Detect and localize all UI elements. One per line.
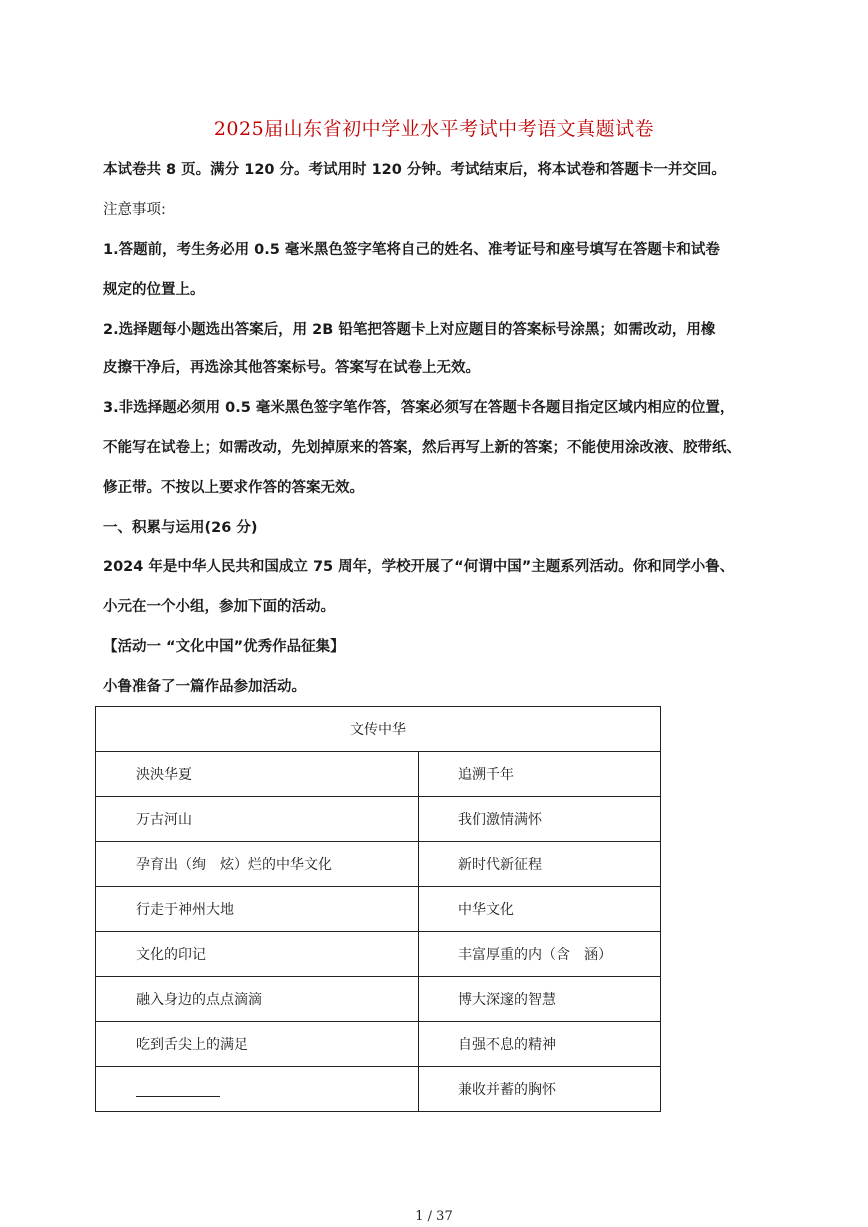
notice-3-line-2: 不能写在试卷上；如需改动，先划掉原来的答案，然后再写上新的答案；不能使用涂改液、胶带纸、 xyxy=(103,440,741,456)
table-row xyxy=(96,1022,661,1067)
table-row xyxy=(96,932,661,977)
page-title: 2025届山东省初中学业水平考试中考语文真题试卷 xyxy=(213,118,655,140)
poem-line-right: 新时代新征程 xyxy=(419,842,661,887)
notice-2-line-2: 皮擦干净后，再选涂其他答案标号。答案写在试卷上无效。 xyxy=(103,360,480,376)
poem-line-left: 行走于神州大地 xyxy=(96,887,419,932)
poem-line-left: 文化的印记 xyxy=(96,932,419,977)
notice-1-line-1: 1.答题前，考生务必用 0.5 毫米黑色签字笔将自己的姓名、准考证号和座号填写在答题卡和试卷 xyxy=(103,242,720,258)
poem-table-header-row xyxy=(96,707,661,752)
poem-blank-cell xyxy=(96,1067,419,1112)
poem-line-right: 丰富厚重的内（含 涵） xyxy=(419,932,661,977)
poem-line-left: 万古河山 xyxy=(96,797,419,842)
context-line-1: 2024 年是中华人民共和国成立 75 周年，学校开展了“何谓中国”主题系列活动。你和同学小鲁、 xyxy=(103,559,735,575)
page-number: 1 / 37 xyxy=(415,1209,453,1224)
table-row xyxy=(96,1067,661,1112)
notice-heading: 注意事项: xyxy=(103,202,166,218)
notice-3-line-1: 3.非选择题必须用 0.5 毫米黑色签字笔作答，答案必须写在答题卡各题目指定区域内相应的位置， xyxy=(103,400,735,416)
poem-title: 文传中华 xyxy=(96,707,661,752)
poem-line-right: 自强不息的精神 xyxy=(419,1022,661,1067)
table-row xyxy=(96,842,661,887)
activity-1-description: 小鲁准备了一篇作品参加活动。 xyxy=(103,679,306,695)
notice-3-line-3: 修正带。不按以上要求作答的答案无效。 xyxy=(103,480,364,496)
table-row xyxy=(96,887,661,932)
activity-1-heading: 【活动一 “文化中国”优秀作品征集】 xyxy=(103,639,345,655)
context-line-2: 小元在一个小组，参加下面的活动。 xyxy=(103,599,335,615)
table-row xyxy=(96,797,661,842)
exam-intro: 本试卷共 8 页。满分 120 分。考试用时 120 分钟。考试结束后，将本试卷和答题卡一并交回。 xyxy=(103,162,726,178)
poem-line-left: 泱泱华夏 xyxy=(96,752,419,797)
poem-line-right: 我们激情满怀 xyxy=(419,797,661,842)
fill-in-blank-line xyxy=(136,1082,220,1097)
poem-line-left: 孕育出（绚 炫）烂的中华文化 xyxy=(96,842,419,887)
poem-line-left: 融入身边的点点滴滴 xyxy=(96,977,419,1022)
section-heading-1: 一、积累与运用(26 分) xyxy=(103,520,258,536)
poem-line-right: 兼收并蓄的胸怀 xyxy=(419,1067,661,1112)
poem-line-left: 吃到舌尖上的满足 xyxy=(96,1022,419,1067)
poem-table xyxy=(95,706,661,1112)
table-row xyxy=(96,977,661,1022)
notice-2-line-1: 2.选择题每小题选出答案后，用 2B 铅笔把答题卡上对应题目的答案标号涂黑；如需改动，用橡 xyxy=(103,322,716,338)
poem-line-right: 追溯千年 xyxy=(419,752,661,797)
table-row xyxy=(96,752,661,797)
notice-1-line-2: 规定的位置上。 xyxy=(103,282,205,298)
poem-line-right: 中华文化 xyxy=(419,887,661,932)
poem-line-right: 博大深邃的智慧 xyxy=(419,977,661,1022)
